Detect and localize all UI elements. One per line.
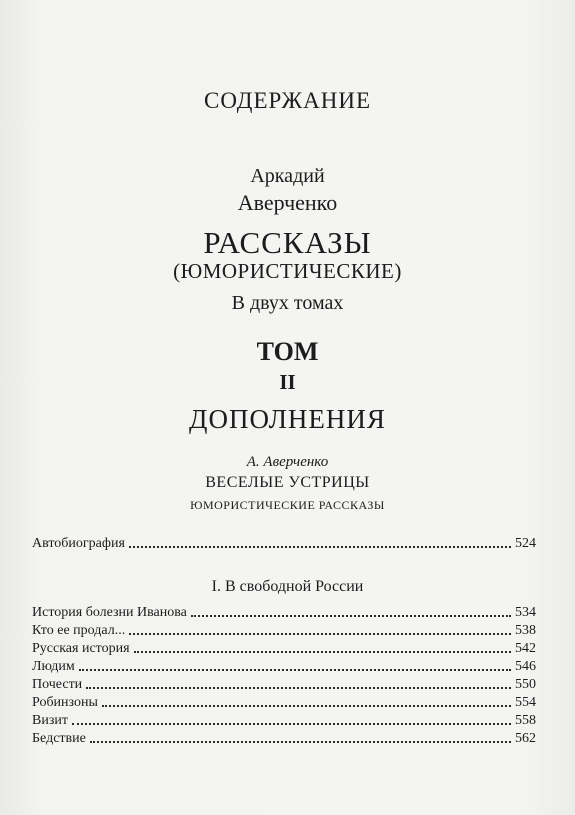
toc-entry bbox=[32, 534, 536, 552]
toc-entry-title: Кто ее продал... bbox=[32, 623, 126, 638]
toc-entry-title: Бедствие bbox=[32, 731, 86, 746]
toc-entry-title: Русская история bbox=[32, 641, 130, 656]
additions-heading: ДОПОЛНЕНИЯ bbox=[189, 404, 386, 434]
collection-subtitle: (ЮМОРИСТИЧЕСКИЕ) bbox=[173, 259, 402, 283]
volume-number: II bbox=[279, 370, 296, 394]
toc-leader-dots bbox=[129, 545, 511, 548]
toc-entry-title: История болезни Иванова bbox=[32, 605, 187, 620]
toc-entry bbox=[32, 657, 536, 675]
toc-entry bbox=[32, 639, 536, 657]
toc-entry bbox=[32, 693, 536, 711]
toc-entry bbox=[32, 675, 536, 693]
volume-label: ТОМ bbox=[256, 337, 319, 366]
toc-leader-dots bbox=[129, 632, 511, 635]
toc-entry-page: 550 bbox=[515, 677, 536, 692]
author-first-name: Аркадий bbox=[250, 165, 325, 187]
toc-entry-page: 546 bbox=[515, 659, 536, 674]
toc-entry-page: 554 bbox=[515, 695, 536, 710]
toc-entry-page: 558 bbox=[515, 713, 536, 728]
toc-entry-title: Людим bbox=[32, 659, 75, 674]
toc-leader-dots bbox=[86, 686, 511, 689]
section-heading: I. В свободной России bbox=[211, 578, 364, 595]
toc-entry-title: Робинзоны bbox=[32, 695, 98, 710]
toc-entry-page: 538 bbox=[515, 623, 536, 638]
toc-entry-page: 534 bbox=[515, 605, 536, 620]
toc-leader-dots bbox=[134, 650, 511, 653]
contents-heading: СОДЕРЖАНИЕ bbox=[203, 88, 371, 113]
book-author: А. Аверченко bbox=[246, 454, 329, 470]
toc-entry-title: Автобиография bbox=[32, 536, 125, 551]
book-subtitle: ЮМОРИСТИЧЕСКИЕ РАССКАЗЫ bbox=[190, 498, 385, 512]
toc-entry-title: Визит bbox=[32, 713, 68, 728]
toc-leader-dots bbox=[79, 668, 511, 671]
toc-leader-dots bbox=[90, 740, 511, 743]
collection-title: РАССКАЗЫ bbox=[203, 225, 372, 260]
toc-entry bbox=[32, 603, 536, 621]
toc-entry-page: 562 bbox=[515, 731, 536, 746]
toc-entry bbox=[32, 729, 536, 747]
toc-leader-dots bbox=[102, 704, 511, 707]
book-title: ВЕСЕЛЫЕ УСТРИЦЫ bbox=[205, 474, 370, 491]
toc-leader-dots bbox=[72, 722, 511, 725]
toc-leader-dots bbox=[191, 614, 511, 617]
toc-entry bbox=[32, 711, 536, 729]
toc-entry-page: 524 bbox=[515, 536, 536, 551]
volumes-note: В двух томах bbox=[231, 292, 344, 314]
toc-entry-page: 542 bbox=[515, 641, 536, 656]
toc-entry-title: Почести bbox=[32, 677, 83, 692]
author-last-name: Аверченко bbox=[237, 190, 338, 215]
toc-entry bbox=[32, 621, 536, 639]
